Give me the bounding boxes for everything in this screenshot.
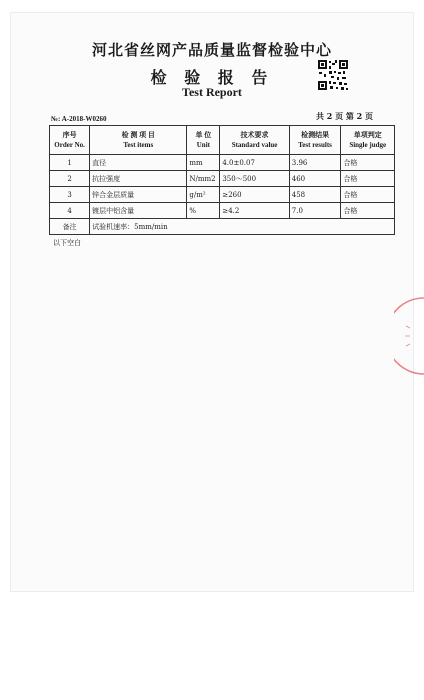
- seal-stamp-icon: [394, 296, 424, 376]
- header-order-no: 序号 Order No.: [50, 126, 90, 155]
- report-title-en: Test Report: [182, 85, 242, 99]
- page-indicator: 共 2 页 第 2 页: [315, 111, 373, 121]
- header-single-judge: 单项判定 Single judge: [341, 126, 395, 155]
- organization-name: 河北省丝网产品质量监督检验中心: [91, 41, 332, 59]
- table-row: 1 直径 mm 4.0±0.07 3.96 合格: [50, 155, 395, 171]
- header-test-items: 检 测 项 目 Test items: [90, 126, 187, 155]
- qr-code-icon: [317, 59, 349, 91]
- report-number: №: A-2018-W0260: [51, 115, 107, 123]
- results-table: [49, 125, 395, 235]
- header-standard-value: 技术要求 Standard value: [220, 126, 289, 155]
- table-header-row: [50, 126, 395, 155]
- header-unit: 单 位 Unit: [187, 126, 220, 155]
- remark-row: 备注 试验机速率：5mm/min: [50, 219, 395, 235]
- table-row: 2 抗拉强度 N/mm2 350～500 460 合格: [50, 171, 395, 187]
- blank-below-note: 以下空白: [53, 239, 81, 247]
- report-title-cn: 检 验 报 告: [150, 68, 274, 87]
- table-row: 3 锌合金层质量 g/m² ≥260 458 合格: [50, 187, 395, 203]
- table-row: 4 镀层中铝含量 % ≥4.2 7.0 合格: [50, 203, 395, 219]
- report-page: [10, 12, 414, 592]
- header-test-results: 检测结果 Test results: [289, 126, 341, 155]
